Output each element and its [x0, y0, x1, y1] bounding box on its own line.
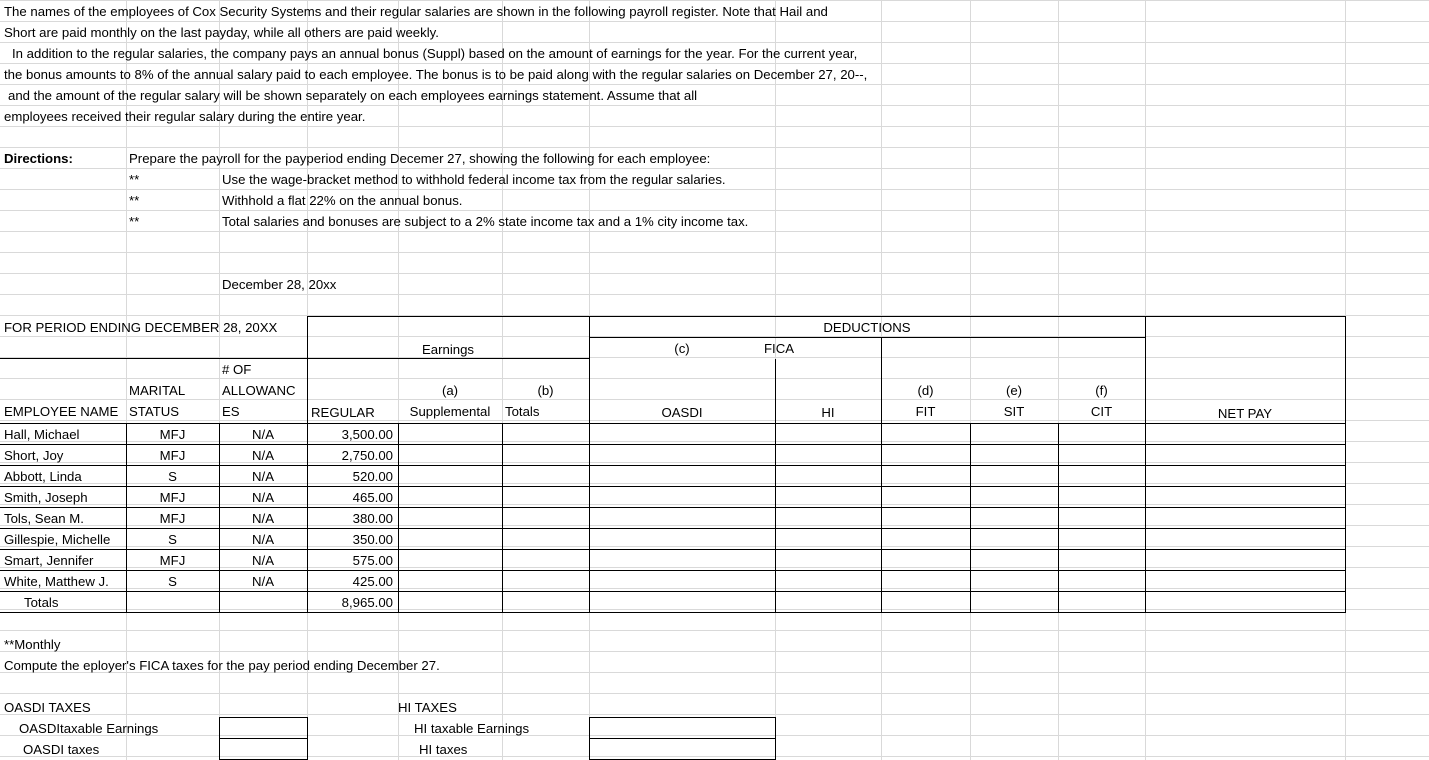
oasdi-taxes-label: OASDI taxes [23, 742, 100, 757]
intro-line-5: and the amount of the regular salary will be shown separately on each employees earnings statement. Assume that all [8, 88, 698, 103]
regular-salary[interactable]: 575.00 [352, 553, 393, 568]
marital-header-2: STATUS [129, 404, 180, 419]
oasdi-taxable-label: OASDItaxable Earnings [19, 721, 159, 736]
directions-label: Directions: [4, 151, 73, 166]
marital-status: MFJ [159, 448, 186, 463]
hi-taxable-label: HI taxable Earnings [414, 721, 530, 736]
fica-label: FICA [764, 341, 795, 356]
oasdi-header: OASDI [661, 405, 703, 420]
marital-status: S [168, 532, 177, 547]
employee-name: Smith, Joseph [4, 490, 88, 505]
oasdi-taxes-input[interactable] [219, 738, 308, 760]
deductions-header: DEDUCTIONS [823, 320, 911, 335]
marital-status: S [168, 469, 177, 484]
allowances: N/A [252, 553, 274, 568]
allowances-header-2: ALLOWANC [222, 383, 296, 398]
directions-text: Prepare the payroll for the payperiod ending Decemer 27, showing the following for each employee: [129, 151, 711, 166]
hi-header: HI [821, 405, 835, 420]
totals-header: Totals [505, 404, 540, 419]
hi-taxes-title: HI TAXES [398, 700, 457, 715]
hi-taxes-input[interactable] [589, 738, 776, 760]
intro-line-2: Short are paid monthly on the last payday, while all others are paid weekly. [4, 25, 439, 40]
regular-salary[interactable]: 465.00 [352, 490, 393, 505]
intro-line-1: The names of the employees of Cox Security Systems and their regular salaries are shown in the following payroll register. Note that Hail and [4, 4, 828, 19]
allowances-header-3: ES [222, 404, 240, 419]
oasdi-taxes-title: OASDI TAXES [4, 700, 91, 715]
regular-salary[interactable]: 2,750.00 [341, 448, 393, 463]
bullet-text-2: Withhold a flat 22% on the annual bonus. [222, 193, 463, 208]
marital-status: MFJ [159, 427, 186, 442]
net-pay-header: NET PAY [1217, 406, 1273, 421]
col-a-label: (a) [441, 383, 459, 398]
marital-status: MFJ [159, 553, 186, 568]
employee-name: Abbott, Linda [4, 469, 82, 484]
sit-header: SIT [1003, 404, 1025, 419]
bullet-mark-3: ** [129, 214, 140, 229]
allowances-header-1: # OF [222, 362, 252, 377]
hi-taxable-input[interactable] [589, 717, 776, 739]
date-line: December 28, 20xx [222, 277, 337, 292]
col-f-label: (f) [1095, 383, 1108, 398]
regular-salary[interactable]: 3,500.00 [341, 427, 393, 442]
employee-name: Smart, Jennifer [4, 553, 94, 568]
regular-header: REGULAR [311, 405, 375, 420]
regular-salary[interactable]: 350.00 [352, 532, 393, 547]
employee-name: Gillespie, Michelle [4, 532, 111, 547]
totals-label: Totals [24, 595, 59, 610]
allowances: N/A [252, 490, 274, 505]
bullet-text-3: Total salaries and bonuses are subject to a 2% state income tax and a 1% city income tax. [222, 214, 749, 229]
footnote-monthly: **Monthly [4, 637, 61, 652]
allowances: N/A [252, 427, 274, 442]
period-title: FOR PERIOD ENDING DECEMBER 28, 20XX [4, 320, 278, 335]
allowances: N/A [252, 448, 274, 463]
oasdi-taxable-input[interactable] [219, 717, 308, 739]
employee-name: White, Matthew J. [4, 574, 109, 589]
regular-salary[interactable]: 425.00 [352, 574, 393, 589]
bullet-text-1: Use the wage-bracket method to withhold federal income tax from the regular salaries. [222, 172, 726, 187]
allowances: N/A [252, 511, 274, 526]
earnings-header: Earnings [421, 342, 475, 357]
employee-name: Hall, Michael [4, 427, 80, 442]
fica-c-label: (c) [674, 341, 690, 356]
marital-status: MFJ [159, 490, 186, 505]
cit-header: CIT [1090, 404, 1113, 419]
employee-name-header: EMPLOYEE NAME [4, 404, 119, 419]
marital-status: MFJ [159, 511, 186, 526]
compute-instruction: Compute the eployer's FICA taxes for the pay period ending December 27. [4, 658, 440, 673]
allowances: N/A [252, 469, 274, 484]
regular-salary[interactable]: 520.00 [352, 469, 393, 484]
intro-line-4: the bonus amounts to 8% of the annual salary paid to each employee. The bonus is to be paid along with the regular salaries on December 27, 20--, [4, 67, 868, 82]
bullet-mark-2: ** [129, 193, 140, 208]
employee-name: Tols, Sean M. [4, 511, 84, 526]
totals-regular[interactable]: 8,965.00 [341, 595, 393, 610]
intro-line-6: employees received their regular salary during the entire year. [4, 109, 366, 124]
supplemental-header: Supplemental [409, 404, 491, 419]
col-e-label: (e) [1005, 383, 1023, 398]
employee-name: Short, Joy [4, 448, 64, 463]
regular-salary[interactable]: 380.00 [352, 511, 393, 526]
allowances: N/A [252, 532, 274, 547]
col-d-label: (d) [917, 383, 934, 398]
hi-taxes-label: HI taxes [419, 742, 468, 757]
fit-header: FIT [915, 404, 936, 419]
marital-status: S [168, 574, 177, 589]
intro-line-3: In addition to the regular salaries, the company pays an annual bonus (Suppl) based on the amount of earnings for the year. For the current year, [12, 46, 858, 61]
bullet-mark-1: ** [129, 172, 140, 187]
marital-header-1: MARITAL [129, 383, 186, 398]
col-b-label: (b) [537, 383, 554, 398]
allowances: N/A [252, 574, 274, 589]
